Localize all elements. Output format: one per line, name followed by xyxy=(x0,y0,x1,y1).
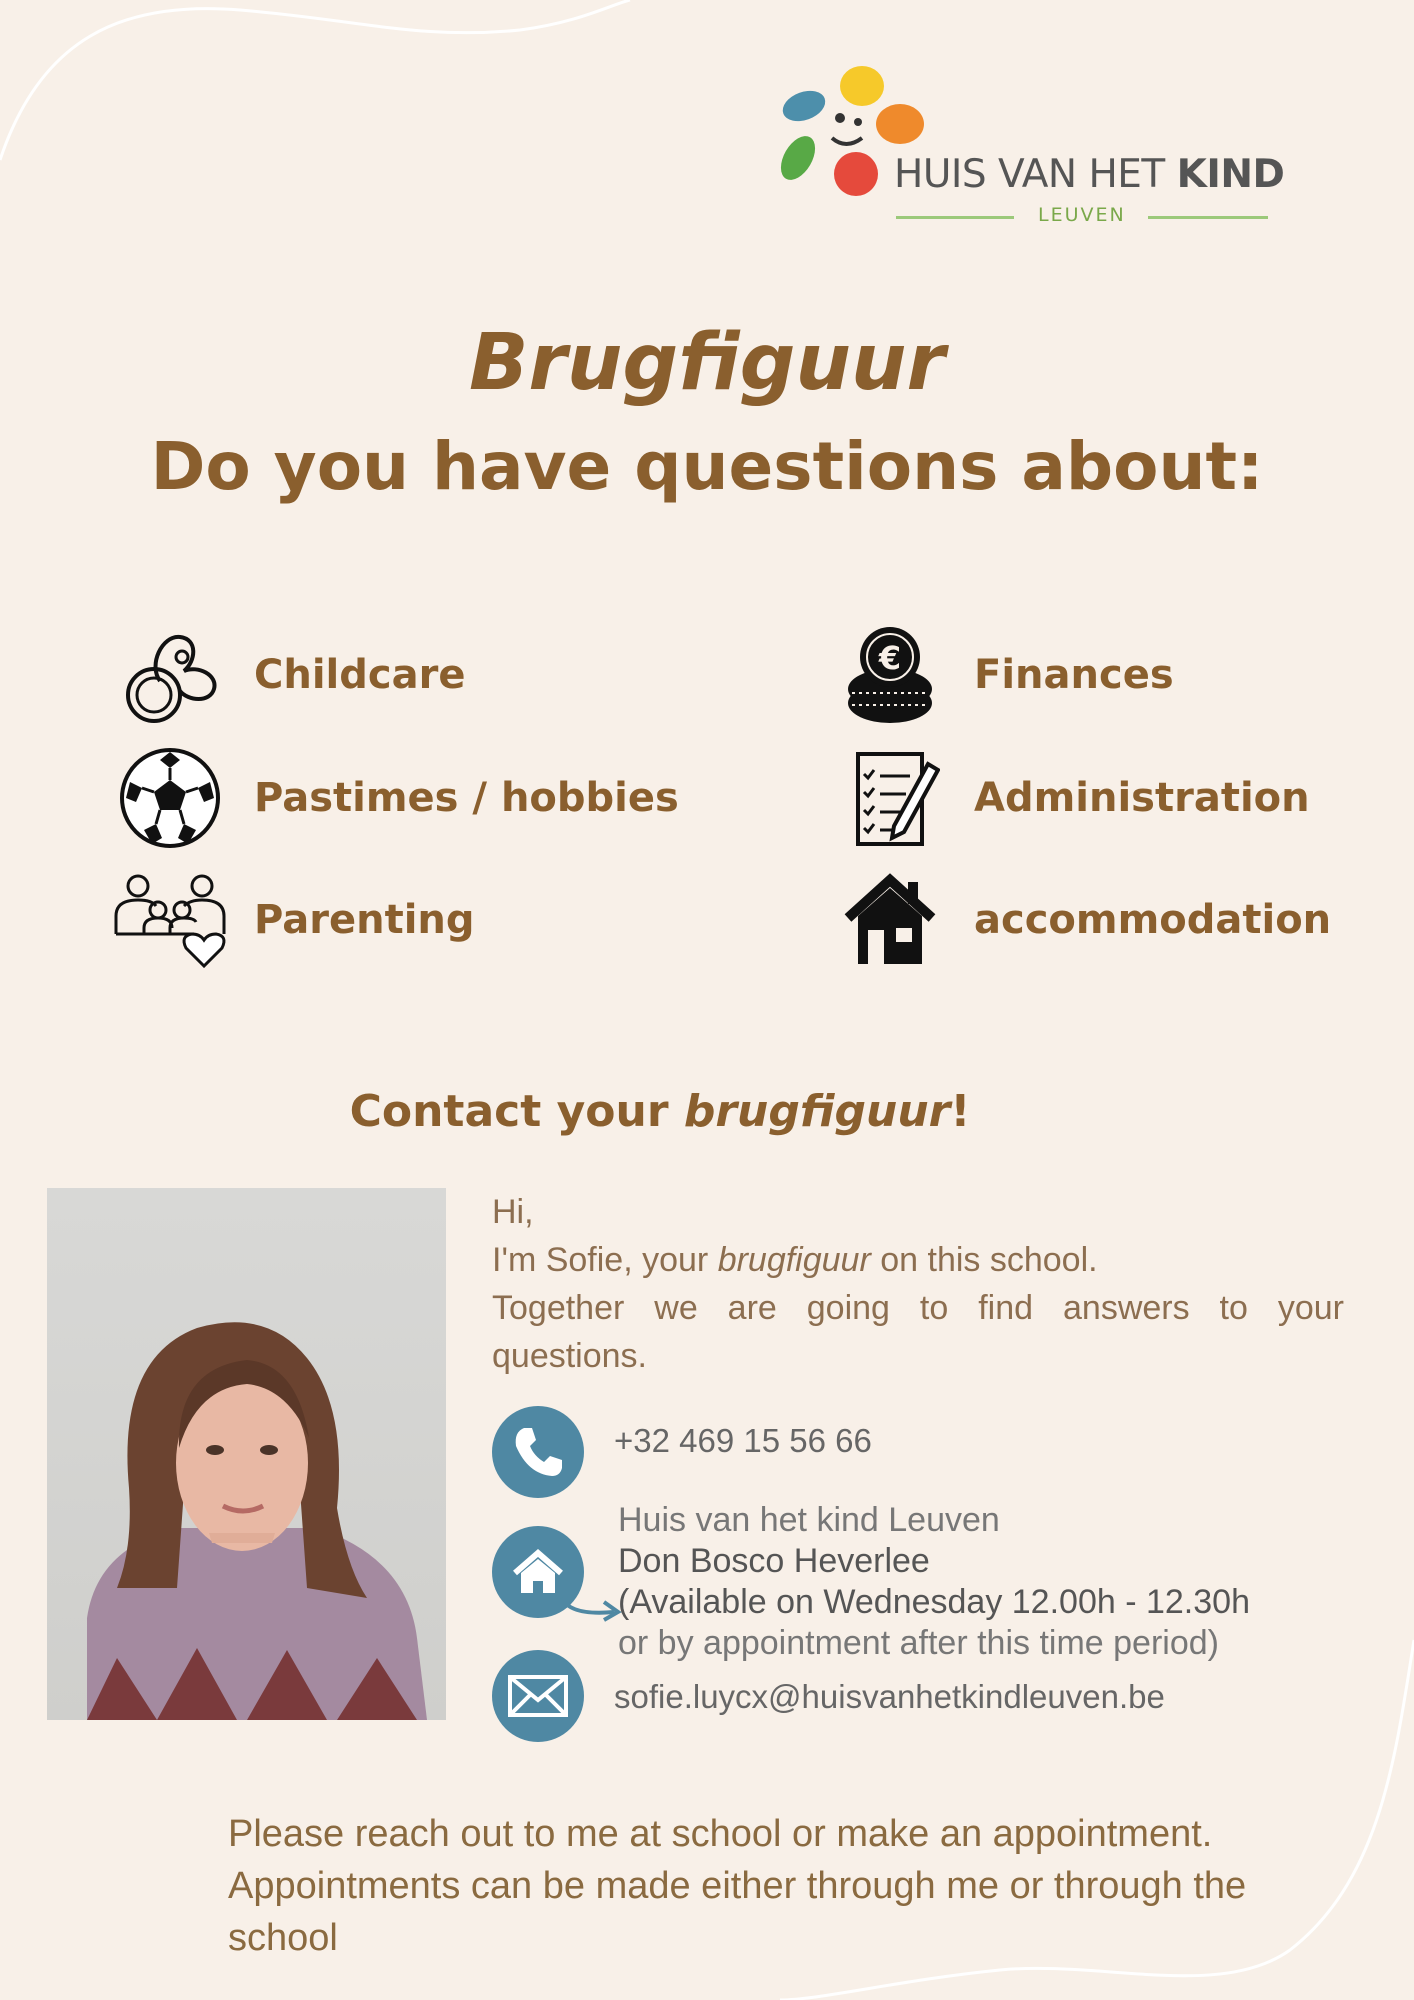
page-subtitle: Do you have questions about: xyxy=(150,428,1264,505)
address-line: Huis van het kind Leuven xyxy=(618,1501,1000,1539)
logo-rule-right xyxy=(1148,216,1268,219)
topic-parenting xyxy=(112,870,475,970)
intro-line-italic: brugfiguur xyxy=(717,1241,871,1279)
topic-label: Parenting xyxy=(254,897,475,943)
document-pen-icon xyxy=(832,748,948,848)
page-title: Brugfiguur xyxy=(468,318,946,408)
contact-heading-prefix: Contact your xyxy=(349,1086,684,1137)
topic-pastimes xyxy=(112,748,679,848)
logo-name-bold: KIND xyxy=(1176,152,1285,197)
contact-heading-suffix: ! xyxy=(950,1086,971,1137)
intro-line-prefix: I'm Sofie, your xyxy=(492,1241,718,1279)
contact-heading-italic: brugfiguur xyxy=(683,1086,951,1137)
address-line: Don Bosco Heverlee xyxy=(618,1542,930,1580)
profile-photo xyxy=(47,1188,446,1720)
email-link[interactable]: sofie.luycx@huisvanhetkindleuven.be xyxy=(614,1678,1165,1715)
soccer-ball-icon xyxy=(112,748,228,848)
topic-childcare xyxy=(112,625,465,725)
availability-line: (Available on Wednesday 12.00h - 12.30h xyxy=(618,1583,1250,1621)
topic-label: Pastimes / hobbies xyxy=(254,775,679,821)
arrow-icon xyxy=(560,1594,624,1628)
euro-coins-icon xyxy=(832,625,948,725)
appointment-line: or by appointment after this time period) xyxy=(618,1624,1219,1662)
phone-icon xyxy=(492,1406,584,1498)
mail-icon xyxy=(492,1650,584,1742)
topic-administration xyxy=(832,748,1310,848)
intro-line-suffix: on this school. xyxy=(870,1241,1098,1279)
logo xyxy=(776,62,1285,232)
intro-together: Together we are going to find answers to your questions. xyxy=(492,1289,1344,1375)
logo-name: HUIS VAN HET xyxy=(894,152,1177,197)
family-heart-icon xyxy=(112,870,228,970)
topic-label: Finances xyxy=(974,652,1174,698)
phone-number[interactable]: +32 469 15 56 66 xyxy=(614,1422,872,1459)
house-icon xyxy=(832,870,948,970)
intro-greeting: Hi, xyxy=(492,1193,534,1231)
topic-label: Administration xyxy=(974,775,1310,821)
intro-text xyxy=(492,1188,1344,1380)
topic-label: accommodation xyxy=(974,897,1332,943)
intro-line xyxy=(492,1236,1344,1284)
topic-finances xyxy=(832,625,1174,725)
svg-text:€: € xyxy=(878,639,902,677)
logo-city: LEUVEN xyxy=(1038,204,1126,226)
topic-label: Childcare xyxy=(254,652,466,698)
contact-heading xyxy=(0,1086,1320,1137)
logo-rule-left xyxy=(896,216,1014,219)
address-block xyxy=(618,1500,1250,1664)
footer-note: Please reach out to me at school or make an appointment. Appointments can be made either through me or through the school xyxy=(228,1813,1247,1959)
topic-accommodation xyxy=(832,870,1331,970)
pacifier-icon xyxy=(112,625,228,725)
